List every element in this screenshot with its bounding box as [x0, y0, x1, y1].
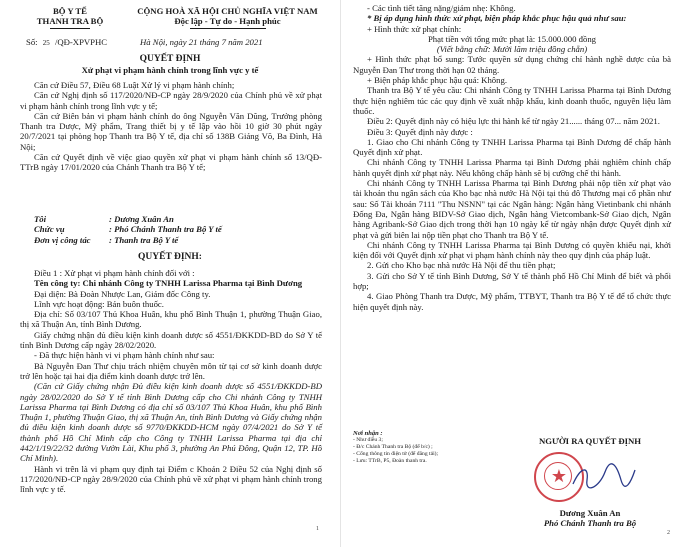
business-field: Lĩnh vực hoạt động: Bán buôn thuốc.	[34, 298, 164, 309]
violation-detail: Bà Nguyễn Đan Thư chịu trách nhiệm chuyên môn từ tại cơ sở kinh doanh dược trở lên hoặc tại hai địa điểm kinh doanh dược trở lên.	[20, 360, 322, 381]
basis-item: Căn cứ Biên bản vi phạm hành chính do ông Nguyễn Văn Dũng, Trưởng phòng Thanh tra Dược, Mỹ phẩm, Trang thiết bị y tế lập vào hồi 10 giờ 30 phút ngày 20/7/2021 tại phòng họp Thanh tra Bộ Y tế, địa chỉ số 138B Giảng Võ, Ba Đình, Hà Nội;	[20, 110, 322, 152]
additional-penalty: + Hình thức phạt bổ sung: Tước quyền sử dụng chứng chỉ hành nghề dược của bà Nguyễn Đan Thư trong thời hạn 02 tháng.	[353, 54, 671, 75]
agency-line-1: BỘ Y TẾ	[53, 6, 87, 16]
article-3-item-4: 4. Giao Phòng Thanh tra Dược, Mỹ phẩm, TTBYT, Thanh tra Bộ Y tế để tổ chức thực hiện quyết định này.	[353, 291, 671, 312]
document-number	[26, 37, 136, 48]
company-name: Chi nhánh Công ty TNHH Larissa Pharma tại Bình Dương	[82, 278, 303, 289]
basis-item: Căn cứ Quyết định về việc giao quyền xử phạt vi phạm hành chính số 13/QĐ-TTrB ngày 17/01/2020 của Chánh Thanh tra Bộ Y tế;	[20, 152, 322, 173]
fine-amount: Phạt tiền với tổng mức phạt là: 15.000.000 đồng	[427, 33, 597, 44]
signer-row-position	[34, 224, 324, 234]
article-3-item-1d: Chi nhánh Công ty TNHH Larissa Pharma tại Bình Dương có quyền khiếu nại, khởi kiện đối với Quyết định xử phạt vi phạm hành chính này theo quy định của pháp luật.	[353, 239, 671, 261]
chucvu-value: : Phó Chánh Thanh tra Bộ Y tế	[109, 224, 222, 235]
page-number-1: 1	[316, 526, 319, 532]
recipients-block	[353, 430, 503, 465]
article-3-item-2: 2. Gửi cho Kho bạc nhà nước Hà Nội để thu tiền phạt;	[367, 260, 556, 271]
main-penalty: + Hình thức xử phạt chính:	[367, 23, 462, 34]
document-date: Hà Nội, ngày 21 tháng 7 năm 2021	[140, 37, 263, 47]
donvi-label: Đơn vị công tác	[34, 234, 91, 245]
article-3-item-1c: Chi nhánh Công ty TNHH Larissa Pharma tại Bình Dương phải nộp tiền xử phạt vào tài khoản thu ngân sách của Kho bạc nhà nước Hà Nội tại thủ đô Thương mại cổ phần như sau: Số Tài khoản 7111 "Thu NSNN" tại các Ngân hàng: Ngân hàng Vietinbank chi nhánh Đống Đa, Ngân hàng BIDV-Sở Giao dịch, Ngân hàng Vietcombank-Sở Giao dịch, Ngân hàng Agribank-Sở Giao dịch trong thời hạn 10 ngày kể từ ngày nhận được Quyết định xử phạt và gửi biên lai nộp tiền phạt cho Thanh tra Bộ Y tế.	[353, 178, 671, 240]
signer-row-name	[34, 214, 324, 224]
chucvu-label: Chức vụ	[34, 224, 65, 235]
basis-item: Căn cứ Nghị định số 117/2020/NĐ-CP ngày 28/9/2020 của Chính phủ về xử phạt vi phạm hành chính trong lĩnh vực y tế;	[20, 90, 322, 111]
article-3-item-1b: Chi nhánh Công ty TNHH Larissa Pharma tại Bình Dương phải nghiêm chỉnh chấp hành quyết định xử phạt này. Nếu không chấp hành sẽ bị cưỡng chế thi hành.	[353, 157, 671, 178]
penalty-section	[353, 3, 671, 312]
inspectorate-request: Thanh tra Bộ Y tế yêu cầu: Chi nhánh Công ty TNHH Larissa Pharma tại Bình Dương thực hiện nghiêm túc các quy định về xuất nhập khẩu, kinh doanh thuốc, nguyên liệu làm thuốc.	[353, 85, 671, 116]
donvi-value: : Thanh tra Bộ Y tế	[109, 234, 179, 245]
motto-line-2: Độc lập - Tự do - Hạnh phúc	[174, 16, 281, 26]
business-certificate: Giấy chứng nhận đủ điều kiện kinh doanh dược số 4551/ĐKKDD-BD do Sở Y tế tỉnh Bình Dương cấp ngày 28/02/2020.	[20, 329, 322, 351]
toi-label: Tôi	[34, 214, 47, 224]
aggravating-factors: - Các tình tiết tăng nặng/giảm nhẹ: Không.	[367, 3, 516, 13]
number-value: 25	[42, 39, 50, 47]
recipient-item: - Cổng thông tin điện tử (để đăng tải);	[353, 451, 439, 457]
company-label: Tên công ty:	[34, 278, 83, 289]
company-line	[20, 278, 322, 288]
article-3-heading: Điều 3: Quyết định này được :	[367, 126, 473, 137]
recipients-heading: Nơi nhận :	[353, 430, 383, 437]
agency-line-2: THANH TRA BỘ	[36, 16, 104, 26]
article-3-item-3: 3. Gửi cho Sở Y tế tỉnh Bình Dương, Sở Y tế thành phố Hồ Chí Minh để biết và phối hợp;	[353, 270, 671, 292]
violation-note: (Căn cứ Giấy chứng nhận Đủ điều kiện kinh doanh dược số 4551/ĐKKDD-BD ngày 28/02/2020 do Sở Y tế tỉnh Bình Dương cấp cho Chi nhánh Công ty TNHH Larissa Pharma tại Bình Dương có địa chỉ số 03/107 Thủ Khoa Huân, khu phố Bình Thuận 1, phường Thuận Giao, thị xã Thuận An, tỉnh Bình Dương và Giấy chứng nhận đủ điều kiện kinh doanh dược số 9770/ĐKKDD-HCM ngày 07/4/2021 do Sở Y tế thành phố Hồ Chí Minh cấp cho Công ty TNHH Larissa Pharma tại địa chỉ 442/1/19/22/32 đường Vườn Lài, Khu phố 3, phường An Phú Đông, Quận 12, TP. Hồ Chí Minh).	[20, 381, 322, 464]
document-page-2	[340, 0, 680, 547]
legal-representative: Đại diện: Bà Đoàn Nhược Lan, Giám đốc Công ty.	[34, 288, 211, 299]
article-1-heading: Điều 1 : Xử phạt vi phạm hành chính đối với :	[34, 268, 195, 278]
penalty-heading: * Bị áp dụng hình thức xử phạt, biện pháp khắc phục hậu quả như sau:	[367, 13, 627, 24]
decision-subtitle: Xử phạt vi phạm hành chính trong lĩnh vực y tế	[81, 65, 259, 75]
signer-row-unit	[34, 235, 324, 245]
page-number-2: 2	[667, 530, 670, 536]
number-suffix: /QĐ-XPVPHC	[54, 37, 108, 47]
agency-underline	[50, 28, 90, 29]
company-address: Địa chỉ: Số 03/107 Thủ Khoa Huân, khu phố Bình Thuận 1, phường Thuận Giao, thị xã Thuận An, tỉnh Bình Dương.	[20, 309, 322, 330]
signer-heading: NGƯỜI RA QUYẾT ĐỊNH	[538, 436, 642, 446]
star-icon: ★	[550, 466, 568, 486]
article-3-item-1: 1. Giao cho Chi nhánh Công ty TNHH Larissa Pharma tại Bình Dương để chấp hành Quyết định xử phạt.	[353, 136, 671, 158]
signer-name: Dương Xuân An	[559, 508, 621, 518]
toi-value: : Dương Xuân An	[109, 214, 174, 224]
signer-title: Phó Chánh Thanh tra Bộ	[543, 518, 637, 528]
decision-title: QUYẾT ĐỊNH	[139, 54, 201, 64]
number-prefix: Số:	[26, 37, 38, 47]
motto-line-1: CỘNG HOÀ XÃ HỘI CHỦ NGHĨA VIỆT NAM	[137, 6, 318, 16]
signer-info-block	[34, 214, 324, 245]
violation-intro: - Đã thực hiện hành vi vi phạm hành chính như sau:	[34, 350, 215, 361]
handwritten-signature	[569, 462, 639, 492]
recipient-item: - Lưu: TTrB, P5, Đoàn thanh tra.	[353, 458, 427, 464]
fine-in-words: (Viết bằng chữ: Mười lăm triệu đồng chẵn)	[436, 44, 588, 55]
recipient-item: - Đ/c Chánh Thanh tra Bộ (để b/c) ;	[353, 444, 433, 450]
article-1-section	[20, 268, 322, 495]
recipient-item: - Như điều 3;	[353, 437, 383, 443]
basis-section	[20, 80, 322, 173]
regulation-citation: Hành vi trên là vi phạm quy định tại Điểm c Khoản 2 Điều 52 của Nghị định số 117/2020/NĐ-CP ngày 28/9/2020 của Chính phủ về xử phạt vi phạm hành chính trong lĩnh vực y tế.	[20, 463, 322, 495]
remedy-measures: + Biện pháp khắc phục hậu quả: Không.	[367, 75, 508, 86]
basis-item: Căn cứ Điều 57, Điều 68 Luật Xử lý vi phạm hành chính;	[34, 80, 235, 90]
article-2: Điều 2: Quyết định này có hiệu lực thi hành kể từ ngày 21...... tháng 07... năm 2021.	[367, 116, 660, 127]
motto-underline	[190, 28, 266, 29]
decide-heading: QUYẾT ĐỊNH:	[138, 252, 202, 262]
